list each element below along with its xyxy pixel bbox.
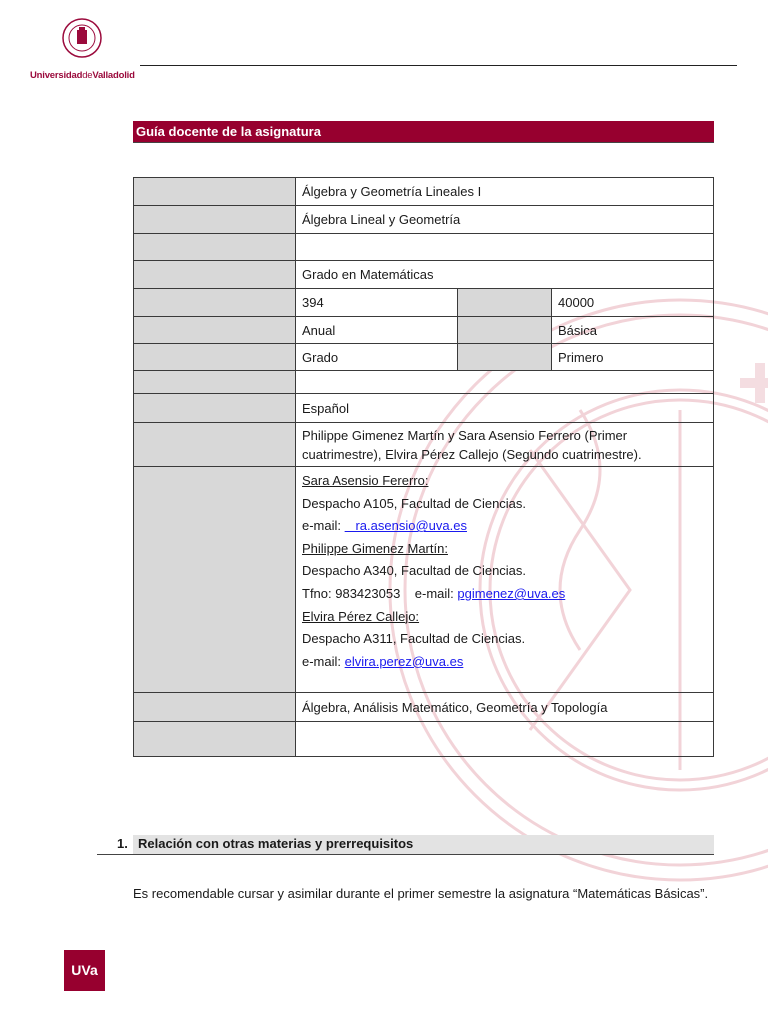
subject-value: Álgebra y Geometría Lineales I <box>296 178 714 206</box>
modulo-value <box>296 234 714 261</box>
title-divider <box>133 142 714 143</box>
email-link[interactable]: ra.asensio@uva.es <box>344 518 467 534</box>
label-cell <box>458 317 552 344</box>
section-title: Relación con otras materias y prerrequisitos <box>138 836 414 851</box>
degree-value: Grado en Matemáticas <box>296 261 714 289</box>
professor-name: Philippe Gimenez Martín: <box>302 540 448 556</box>
section-divider <box>97 854 714 855</box>
period-value: Anual <box>296 317 458 344</box>
professor-office: Despacho A340, Facultad de Ciencias. <box>302 563 527 579</box>
level-value: Grado <box>296 344 458 371</box>
section-number: 1. <box>117 836 128 851</box>
table-row <box>134 178 714 206</box>
label-cell <box>134 394 296 423</box>
professor-name: Sara Asensio Fererro: <box>302 473 429 488</box>
email-label: e-mail: <box>414 585 454 601</box>
contact-cell <box>296 467 714 693</box>
label-cell <box>134 234 296 261</box>
university-seal-icon <box>62 18 102 58</box>
university-name: UniversidaddeValladolid <box>30 70 135 81</box>
label-cell <box>134 261 296 289</box>
email-link[interactable]: elvira.perez@uva.es <box>344 653 464 669</box>
department-value: Álgebra, Análisis Matemático, Geometría y Topología <box>296 693 714 722</box>
course-year-value: Primero <box>552 344 714 371</box>
table-row <box>134 722 714 757</box>
header-divider <box>140 65 737 66</box>
professor-name: Elvira Pérez Callejo: <box>302 608 420 624</box>
label-cell <box>134 423 296 467</box>
table-row <box>134 394 714 423</box>
email-label: e-mail: <box>302 518 342 534</box>
table-row <box>134 467 714 693</box>
uva-logo-badge: UVa <box>64 950 105 991</box>
table-row <box>134 693 714 722</box>
label-cell <box>134 467 296 693</box>
label-cell <box>134 693 296 722</box>
plan-value: 394 <box>296 289 458 317</box>
table-row <box>134 261 714 289</box>
materia-value: Álgebra Lineal y Geometría <box>296 206 714 234</box>
email-label: e-mail: <box>302 653 342 669</box>
code-value: 40000 <box>552 289 714 317</box>
type-value: Básica <box>552 317 714 344</box>
section-paragraph: Es recomendable cursar y asimilar durante el primer semestre la asignatura “Matemáticas Básicas”. <box>133 886 709 901</box>
label-cell <box>134 371 296 394</box>
credits-value <box>296 371 714 394</box>
table-row <box>134 206 714 234</box>
professor-contact-row <box>302 583 707 606</box>
language-value: Español <box>296 394 714 423</box>
label-cell <box>134 178 296 206</box>
professor-email-row <box>302 515 707 538</box>
professor-email-row <box>302 651 707 674</box>
table-row <box>134 289 714 317</box>
phone-number: Tfno: 983423053 <box>302 585 401 601</box>
label-cell <box>134 289 296 317</box>
label-cell <box>134 206 296 234</box>
email-link[interactable]: pgimenez@uva.es <box>457 585 566 601</box>
professor-office: Despacho A311, Facultad de Ciencias. <box>302 631 526 647</box>
label-cell <box>134 317 296 344</box>
university-logo <box>30 18 134 84</box>
label-cell <box>458 344 552 371</box>
professors-value: Philippe Gimenez Martín y Sara Asensio Ferrero (Primer cuatrimestre), Elvira Pérez Callejo (Segundo cuatrimestre). <box>296 423 714 467</box>
date-value <box>296 722 714 757</box>
professor-office: Despacho A105, Facultad de Ciencias. <box>302 495 527 511</box>
course-info-table <box>133 177 714 757</box>
table-row <box>134 371 714 394</box>
label-cell <box>134 344 296 371</box>
label-cell <box>458 289 552 317</box>
table-row <box>134 234 714 261</box>
table-row <box>134 317 714 344</box>
page-title: Guía docente de la asignatura <box>133 121 714 142</box>
label-cell <box>134 722 296 757</box>
table-row <box>134 423 714 467</box>
table-row <box>134 344 714 371</box>
